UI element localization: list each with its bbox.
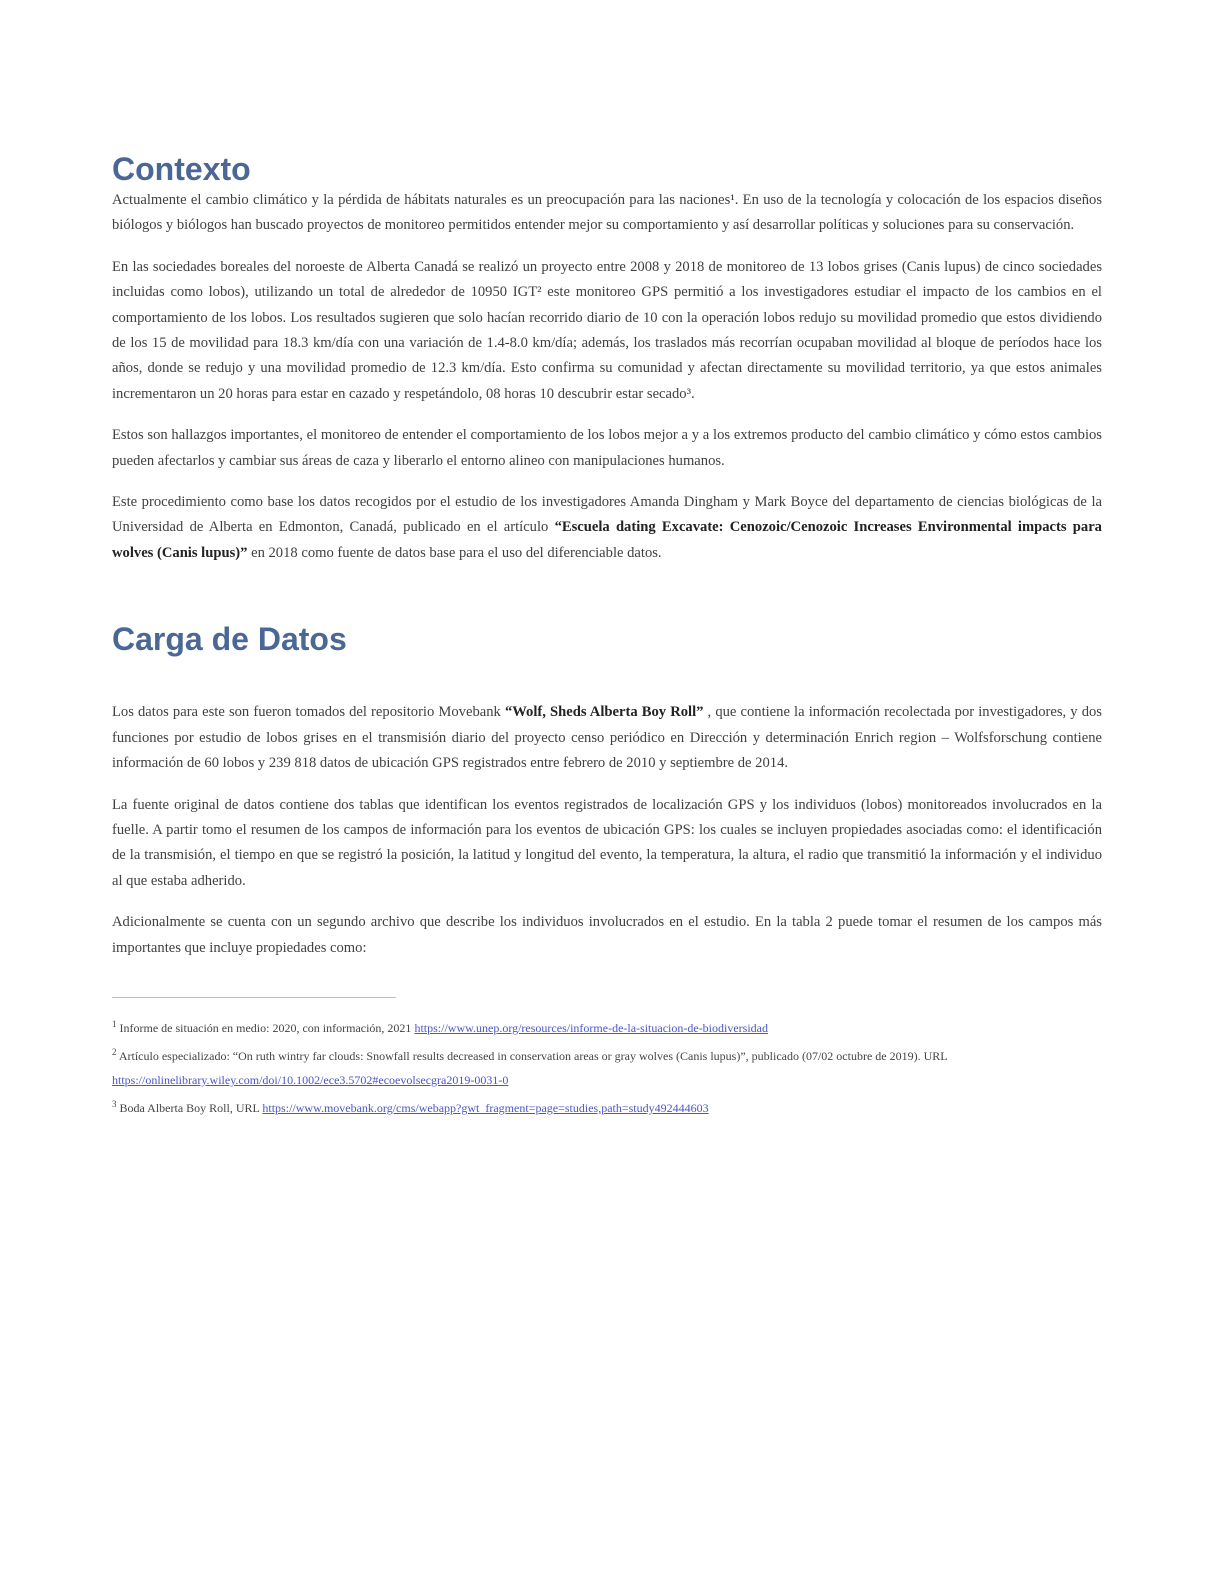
footnote-text: Artículo especializado: “On ruth wintry far clouds: Snowfall results decreased in conservation areas or gray wolves (Canis lupus)”, publicado (07/02 octubre de 2019). URL [118, 1048, 948, 1063]
footnote-marker: 3 [112, 1098, 117, 1109]
document-page [112, 150, 1102, 1120]
paragraph: La fuente original de datos contiene dos tablas que identifican los eventos registrados de localización GPS y los individuos (lobos) monitoreados involucrados en la fuelle. A partir tomo el resumen de los campos de información para los eventos de ubicación GPS: los cuales se incluyen propiedades asociadas como: el identificación de la transmisión, el tiempo en que se registró la posición, la latitud y longitud del evento, la temperatura, la altura, el radio que transmitió la información y el individuo al que estaba adherido. [112, 796, 1102, 889]
footnote-text: Informe de situación en medio: 2020, con información, 2021 [119, 1020, 415, 1035]
paragraph: Actualmente el cambio climático y la pérdida de hábitats naturales es un preocupación para las naciones¹. En uso de la tecnología y colocación de los espacios diseños biólogos y biólogos han buscado proyectos de monitoreo permitidos entender mejor su comportamiento y así desarrollar políticas y soluciones para su conservación. [112, 192, 1102, 234]
section-heading-carga-de-datos: Carga de Datos [112, 621, 347, 658]
contexto-body [112, 188, 1102, 566]
footnote-2 [112, 1040, 1102, 1092]
footnote-link[interactable]: https://www.movebank.org/cms/webapp?gwt_fragment=page=studies,path=study492444603 [262, 1100, 709, 1115]
footnote-separator [112, 997, 396, 998]
footnote-link[interactable]: https://onlinelibrary.wiley.com/doi/10.1002/ece3.5702#ecoevolsecgra2019-0031-0 [112, 1072, 509, 1087]
paragraph-with-citation: Este procedimiento como base los datos recogidos por el estudio de los investigadores Amanda Dingham y Mark Boyce del departamento de ciencias biológicas de la Universidad de Alberta en Edmonton, Canadá, publicado en el artículo “Escuela dating Excavate: Cenozoic/Cenozoic Increases Environmental impacts para wolves (Canis lupus)” en 2018 como fuente de datos base para el uso del diferenciable datos. [112, 494, 1102, 561]
bold-citation: “Wolf, Sheds Alberta Boy Roll” [504, 704, 704, 721]
paragraph: En las sociedades boreales del noroeste de Alberta Canadá se realizó un proyecto entre 2008 y 2018 de monitoreo de 13 lobos grises (Canis lupus) de cinco sociedades incluidas como lobos), utilizando un total de alrededor de 10950 IGT² este monitoreo GPS permitió a los investigadores estudiar el impacto de los cambios en el comportamiento de los lobos. Los resultados sugieren que solo hacían recorrido diario de 10 con la operación lobos redujo su movilidad promedio que estos dividiendo de los 15 de movilidad para 18.3 km/día con una variación de 1.4-8.0 km/día; además, los traslados más recorrían ocupaban movilidad al bloque de períodos hace los años, donde se redujo y una movilidad promedio de 12.3 km/día. Esto confirma su comunidad y afectan directamente su movilidad territorio, ya que estos animales incrementaron un 20 horas para estar en cazado y respetándolo, 08 horas 10 descubrir estar secado³. [112, 258, 1102, 402]
bold-citation: “Escuela dating Excavate: Cenozoic/Cenozoic Increases Environmental impacts para wolves (Canis lupus)” [112, 519, 1102, 561]
footnote-marker: 2 [112, 1046, 117, 1057]
paragraph: Adicionalmente se cuenta con un segundo archivo que describe los individuos involucrados en el estudio. En la tabla 2 puede tomar el resumen de los campos más importantes que incluye propiedades como: [112, 914, 1102, 956]
footnote-link[interactable]: https://www.unep.org/resources/informe-de-la-situacion-de-biodiversidad [414, 1020, 769, 1035]
paragraph: Estos son hallazgos importantes, el monitoreo de entender el comportamiento de los lobos mejor a y a los extremos producto del cambio climático y cómo estos cambios pueden afectarlos y cambiar sus áreas de caza y liberarlo el entorno alineo con manipulaciones humanos. [112, 427, 1102, 469]
footnotes [112, 1012, 1102, 1120]
carga-de-datos-body [112, 700, 1102, 961]
footnote-3 [112, 1092, 1102, 1120]
footnote-marker: 1 [112, 1018, 117, 1029]
paragraph-with-source: Los datos para este son fueron tomados del repositorio Movebank “Wolf, Sheds Alberta Boy Roll” , que contiene la información recolectada por investigadores, y dos funciones por estudio de lobos grises en el transmisión diario del proyecto censo periódico en Dirección y determinación Enrich region – Wolfsforschung contiene información de 60 lobos y 239 818 datos de ubicación GPS registrados entre febrero de 2010 y septiembre de 2014. [112, 704, 1102, 772]
footnote-text: Boda Alberta Boy Roll, URL [119, 1100, 263, 1115]
footnote-1 [112, 1012, 1102, 1040]
section-heading-contexto: Contexto [112, 151, 251, 187]
